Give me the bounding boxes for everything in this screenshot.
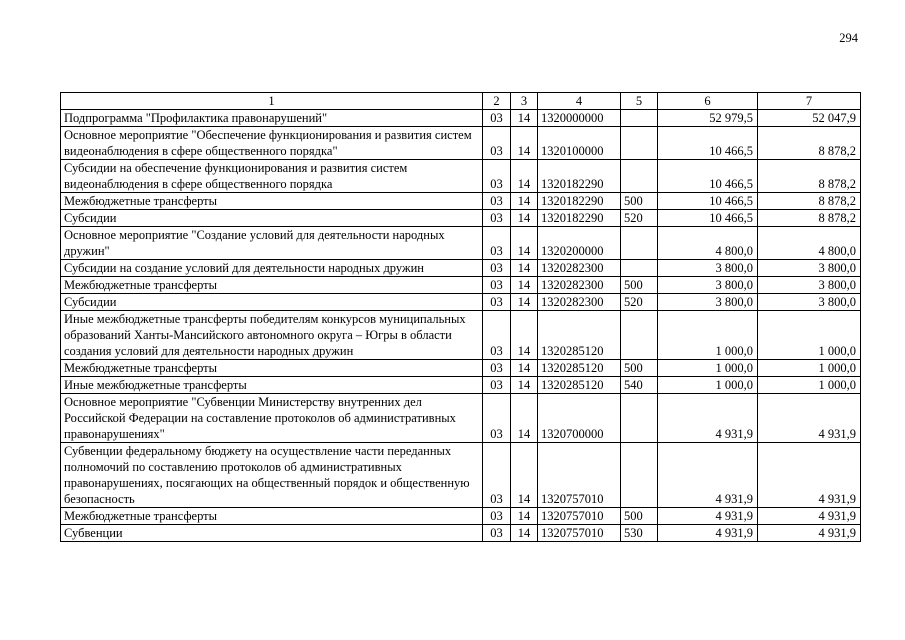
section-code-cell: 03: [483, 277, 511, 294]
amount-col6-cell: 3 800,0: [658, 260, 758, 277]
row-name-cell: Основное мероприятие "Обеспечение функционирования и развития систем видеонаблюдения в сфере общественного порядка": [61, 127, 483, 160]
amount-col6-cell: 3 800,0: [658, 277, 758, 294]
amount-col7-cell: 4 931,9: [758, 394, 861, 443]
expense-type-cell: [621, 260, 658, 277]
page-number: 294: [839, 31, 858, 45]
section-code-cell: 03: [483, 210, 511, 227]
row-name-cell: Межбюджетные трансферты: [61, 193, 483, 210]
row-name-cell: Субсидии на создание условий для деятельности народных дружин: [61, 260, 483, 277]
table-row: [61, 160, 861, 193]
table-row: [61, 210, 861, 227]
table-row: [61, 260, 861, 277]
expense-type-cell: 540: [621, 377, 658, 394]
section-code-cell: 03: [483, 525, 511, 542]
amount-col6-cell: 10 466,5: [658, 210, 758, 227]
amount-col7-cell: 1 000,0: [758, 377, 861, 394]
target-article-cell: 1320200000: [538, 227, 621, 260]
amount-col7-cell: 4 931,9: [758, 525, 861, 542]
table-header-row: [61, 93, 861, 110]
row-name-cell: Межбюджетные трансферты: [61, 508, 483, 525]
amount-col7-cell: 4 931,9: [758, 508, 861, 525]
expense-type-cell: [621, 311, 658, 360]
row-name-cell: Межбюджетные трансферты: [61, 360, 483, 377]
target-article-cell: 1320182290: [538, 210, 621, 227]
row-name-cell: Субсидии на обеспечение функционирования и развития систем видеонаблюдения в сфере общественного порядка: [61, 160, 483, 193]
amount-col6-cell: 1 000,0: [658, 311, 758, 360]
target-article-cell: 1320285120: [538, 377, 621, 394]
section-code-cell: 03: [483, 160, 511, 193]
section-code-cell: 03: [483, 377, 511, 394]
amount-col6-cell: 4 931,9: [658, 508, 758, 525]
row-name-cell: Субсидии: [61, 210, 483, 227]
table-row: [61, 294, 861, 311]
row-name-cell: Субсидии: [61, 294, 483, 311]
subsection-code-cell: 14: [511, 443, 538, 508]
amount-col7-cell: 8 878,2: [758, 127, 861, 160]
amount-col6-cell: 10 466,5: [658, 193, 758, 210]
table-body: [61, 110, 861, 542]
row-name-cell: Субвенции: [61, 525, 483, 542]
expense-type-cell: [621, 127, 658, 160]
section-code-cell: 03: [483, 311, 511, 360]
section-code-cell: 03: [483, 443, 511, 508]
header-col-7: 7: [758, 93, 861, 110]
subsection-code-cell: 14: [511, 193, 538, 210]
expense-type-cell: [621, 394, 658, 443]
table-row: [61, 110, 861, 127]
section-code-cell: 03: [483, 110, 511, 127]
expense-type-cell: [621, 110, 658, 127]
subsection-code-cell: 14: [511, 377, 538, 394]
section-code-cell: 03: [483, 127, 511, 160]
row-name-cell: Иные межбюджетные трансферты победителям конкурсов муниципальных образований Ханты-Мансийского автономного округа – Югры в области создания условий для деятельности народных дружин: [61, 311, 483, 360]
subsection-code-cell: 14: [511, 227, 538, 260]
target-article-cell: 1320285120: [538, 360, 621, 377]
amount-col7-cell: 4 931,9: [758, 443, 861, 508]
subsection-code-cell: 14: [511, 360, 538, 377]
expense-type-cell: 500: [621, 508, 658, 525]
amount-col7-cell: 8 878,2: [758, 193, 861, 210]
amount-col6-cell: 4 931,9: [658, 443, 758, 508]
header-col-1: 1: [61, 93, 483, 110]
table-row: [61, 360, 861, 377]
expense-type-cell: [621, 443, 658, 508]
header-col-3: 3: [511, 93, 538, 110]
expense-type-cell: 500: [621, 360, 658, 377]
amount-col7-cell: 3 800,0: [758, 260, 861, 277]
amount-col7-cell: 1 000,0: [758, 311, 861, 360]
target-article-cell: 1320182290: [538, 160, 621, 193]
table-row: [61, 525, 861, 542]
table-row: [61, 394, 861, 443]
amount-col7-cell: 52 047,9: [758, 110, 861, 127]
row-name-cell: Иные межбюджетные трансферты: [61, 377, 483, 394]
row-name-cell: Межбюджетные трансферты: [61, 277, 483, 294]
subsection-code-cell: 14: [511, 110, 538, 127]
expense-type-cell: [621, 227, 658, 260]
target-article-cell: 1320757010: [538, 443, 621, 508]
expense-type-cell: [621, 160, 658, 193]
amount-col6-cell: 1 000,0: [658, 360, 758, 377]
row-name-cell: Основное мероприятие "Субвенции Министерству внутренних дел Российской Федерации на составление протоколов об административных правонарушениях": [61, 394, 483, 443]
amount-col6-cell: 10 466,5: [658, 127, 758, 160]
subsection-code-cell: 14: [511, 160, 538, 193]
section-code-cell: 03: [483, 508, 511, 525]
amount-col7-cell: 3 800,0: [758, 277, 861, 294]
header-col-6: 6: [658, 93, 758, 110]
subsection-code-cell: 14: [511, 260, 538, 277]
section-code-cell: 03: [483, 360, 511, 377]
amount-col7-cell: 8 878,2: [758, 160, 861, 193]
table-row: [61, 311, 861, 360]
budget-table: [60, 92, 861, 542]
target-article-cell: 1320000000: [538, 110, 621, 127]
expense-type-cell: 530: [621, 525, 658, 542]
amount-col6-cell: 4 800,0: [658, 227, 758, 260]
target-article-cell: 1320285120: [538, 311, 621, 360]
amount-col6-cell: 52 979,5: [658, 110, 758, 127]
section-code-cell: 03: [483, 260, 511, 277]
table-row: [61, 443, 861, 508]
subsection-code-cell: 14: [511, 394, 538, 443]
header-col-4: 4: [538, 93, 621, 110]
amount-col7-cell: 3 800,0: [758, 294, 861, 311]
target-article-cell: 1320757010: [538, 508, 621, 525]
subsection-code-cell: 14: [511, 127, 538, 160]
amount-col6-cell: 3 800,0: [658, 294, 758, 311]
expense-type-cell: 520: [621, 210, 658, 227]
target-article-cell: 1320282300: [538, 294, 621, 311]
row-name-cell: Подпрограмма "Профилактика правонарушений": [61, 110, 483, 127]
header-col-5: 5: [621, 93, 658, 110]
subsection-code-cell: 14: [511, 508, 538, 525]
section-code-cell: 03: [483, 394, 511, 443]
subsection-code-cell: 14: [511, 210, 538, 227]
table-row: [61, 193, 861, 210]
table-row: [61, 508, 861, 525]
expense-type-cell: 520: [621, 294, 658, 311]
target-article-cell: 1320700000: [538, 394, 621, 443]
amount-col6-cell: 4 931,9: [658, 394, 758, 443]
subsection-code-cell: 14: [511, 277, 538, 294]
amount-col6-cell: 4 931,9: [658, 525, 758, 542]
expense-type-cell: 500: [621, 193, 658, 210]
target-article-cell: 1320282300: [538, 260, 621, 277]
amount-col7-cell: 8 878,2: [758, 210, 861, 227]
amount-col6-cell: 10 466,5: [658, 160, 758, 193]
subsection-code-cell: 14: [511, 294, 538, 311]
target-article-cell: 1320100000: [538, 127, 621, 160]
row-name-cell: Основное мероприятие "Создание условий для деятельности народных дружин": [61, 227, 483, 260]
subsection-code-cell: 14: [511, 311, 538, 360]
amount-col6-cell: 1 000,0: [658, 377, 758, 394]
subsection-code-cell: 14: [511, 525, 538, 542]
amount-col7-cell: 1 000,0: [758, 360, 861, 377]
table-row: [61, 127, 861, 160]
table-row: [61, 377, 861, 394]
table-row: [61, 227, 861, 260]
target-article-cell: 1320757010: [538, 525, 621, 542]
table-row: [61, 277, 861, 294]
target-article-cell: 1320282300: [538, 277, 621, 294]
expense-type-cell: 500: [621, 277, 658, 294]
section-code-cell: 03: [483, 294, 511, 311]
section-code-cell: 03: [483, 193, 511, 210]
header-col-2: 2: [483, 93, 511, 110]
amount-col7-cell: 4 800,0: [758, 227, 861, 260]
row-name-cell: Субвенции федеральному бюджету на осуществление части переданных полномочий по составлению протоколов об административных правонарушениях, посягающих на общественный порядок и общественную безопасность: [61, 443, 483, 508]
target-article-cell: 1320182290: [538, 193, 621, 210]
section-code-cell: 03: [483, 227, 511, 260]
